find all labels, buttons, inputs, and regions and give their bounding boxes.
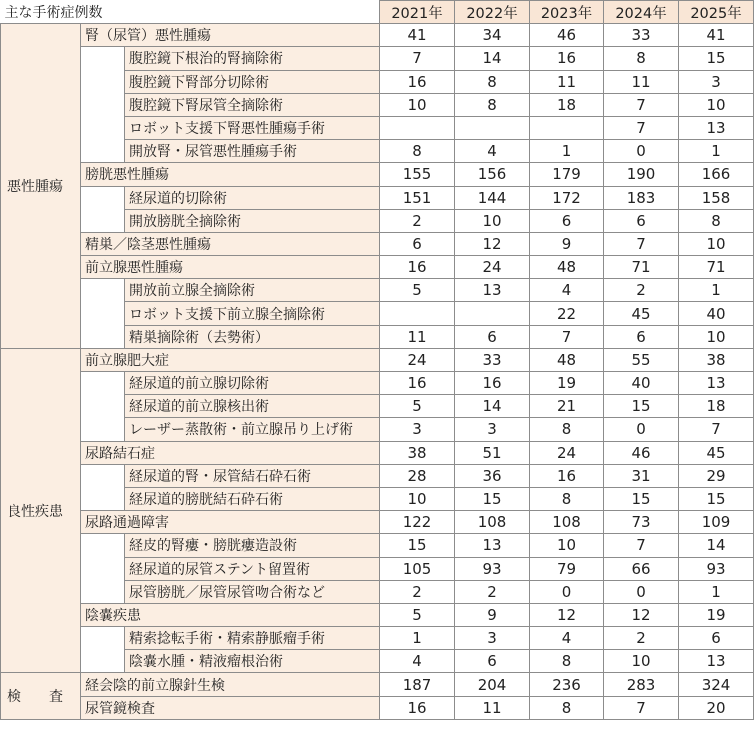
- count-cell: 33: [455, 348, 530, 371]
- procedure-label: 腹腔鏡下腎尿管全摘除術: [125, 93, 380, 116]
- count-cell: 29: [679, 464, 754, 487]
- count-cell: 105: [380, 557, 455, 580]
- item-row: [1, 372, 754, 395]
- count-cell: 10: [530, 534, 604, 557]
- procedure-label: ロボット支援下腎悪性腫瘍手術: [125, 116, 380, 139]
- count-cell: 19: [530, 372, 604, 395]
- count-cell: 15: [455, 487, 530, 510]
- count-cell: 179: [530, 163, 604, 186]
- category-label: 良性疾患: [1, 348, 81, 673]
- count-cell: 12: [530, 603, 604, 626]
- count-cell: 7: [604, 232, 679, 255]
- indent-cell: [81, 464, 125, 510]
- count-cell: 24: [380, 348, 455, 371]
- count-cell: 283: [604, 673, 679, 696]
- count-cell: 33: [604, 24, 679, 47]
- year-header: 2021年: [380, 1, 455, 24]
- count-cell: 204: [455, 673, 530, 696]
- count-cell: 41: [380, 24, 455, 47]
- count-cell: 31: [604, 464, 679, 487]
- count-cell: 144: [455, 186, 530, 209]
- count-cell: 11: [455, 696, 530, 719]
- procedure-label: 精巣摘除術（去勢術）: [125, 325, 380, 348]
- group-row: [1, 603, 754, 626]
- count-cell: 45: [604, 302, 679, 325]
- procedure-label: 経尿道的腎・尿管結石砕石術: [125, 464, 380, 487]
- table-title: 主な手術症例数: [1, 1, 380, 24]
- group-row: [1, 232, 754, 255]
- group-label: 前立腺肥大症: [81, 348, 380, 371]
- count-cell: 155: [380, 163, 455, 186]
- count-cell: [380, 302, 455, 325]
- count-cell: 8: [530, 650, 604, 673]
- procedure-label: 経尿道的切除術: [125, 186, 380, 209]
- count-cell: 4: [530, 279, 604, 302]
- group-label: 前立腺悪性腫瘍: [81, 256, 380, 279]
- procedure-label: 経尿道的前立腺核出術: [125, 395, 380, 418]
- category-label: 悪性腫瘍: [1, 24, 81, 349]
- count-cell: 15: [604, 487, 679, 510]
- count-cell: 236: [530, 673, 604, 696]
- count-cell: 28: [380, 464, 455, 487]
- procedure-label: 経尿道的前立腺切除術: [125, 372, 380, 395]
- count-cell: 6: [604, 209, 679, 232]
- count-cell: 6: [455, 650, 530, 673]
- count-cell: 8: [455, 70, 530, 93]
- group-row: [1, 163, 754, 186]
- count-cell: 1: [679, 580, 754, 603]
- indent-cell: [81, 627, 125, 673]
- count-cell: [530, 116, 604, 139]
- count-cell: 24: [455, 256, 530, 279]
- procedure-label: 経尿道的尿管ステント留置術: [125, 557, 380, 580]
- count-cell: 21: [530, 395, 604, 418]
- group-label: 経会陰的前立腺針生検: [81, 673, 380, 696]
- count-cell: 3: [455, 627, 530, 650]
- procedure-label: 尿管膀胱／尿管尿管吻合術など: [125, 580, 380, 603]
- count-cell: 7: [380, 47, 455, 70]
- count-cell: 66: [604, 557, 679, 580]
- count-cell: 2: [604, 279, 679, 302]
- count-cell: 71: [604, 256, 679, 279]
- count-cell: 0: [604, 418, 679, 441]
- count-cell: [380, 116, 455, 139]
- count-cell: 15: [380, 534, 455, 557]
- group-row: [1, 348, 754, 371]
- count-cell: 4: [530, 627, 604, 650]
- group-label: 尿路結石症: [81, 441, 380, 464]
- count-cell: 3: [679, 70, 754, 93]
- count-cell: 22: [530, 302, 604, 325]
- count-cell: 13: [679, 372, 754, 395]
- count-cell: [455, 302, 530, 325]
- group-row: [1, 673, 754, 696]
- procedure-label: 精索捻転手術・精索静脈瘤手術: [125, 627, 380, 650]
- count-cell: 8: [530, 696, 604, 719]
- count-cell: 109: [679, 511, 754, 534]
- count-cell: 7: [679, 418, 754, 441]
- count-cell: 16: [380, 70, 455, 93]
- group-row: [1, 696, 754, 719]
- indent-cell: [81, 47, 125, 163]
- count-cell: 13: [455, 534, 530, 557]
- count-cell: 16: [530, 47, 604, 70]
- item-row: [1, 186, 754, 209]
- procedure-label: ロボット支援下前立腺全摘除術: [125, 302, 380, 325]
- count-cell: 71: [679, 256, 754, 279]
- count-cell: 48: [530, 256, 604, 279]
- count-cell: 15: [604, 395, 679, 418]
- count-cell: 10: [604, 650, 679, 673]
- count-cell: 190: [604, 163, 679, 186]
- group-row: [1, 511, 754, 534]
- count-cell: 4: [380, 650, 455, 673]
- item-row: [1, 279, 754, 302]
- indent-cell: [81, 279, 125, 349]
- count-cell: 187: [380, 673, 455, 696]
- count-cell: 324: [679, 673, 754, 696]
- count-cell: 15: [679, 487, 754, 510]
- count-cell: 73: [604, 511, 679, 534]
- count-cell: 5: [380, 603, 455, 626]
- count-cell: 14: [679, 534, 754, 557]
- count-cell: 13: [679, 116, 754, 139]
- count-cell: 46: [530, 24, 604, 47]
- procedure-label: 腹腔鏡下根治的腎摘除術: [125, 47, 380, 70]
- group-label: 陰嚢疾患: [81, 603, 380, 626]
- indent-cell: [81, 534, 125, 604]
- procedure-label: 経尿道的膀胱結石砕石術: [125, 487, 380, 510]
- count-cell: 7: [604, 93, 679, 116]
- count-cell: 13: [455, 279, 530, 302]
- count-cell: 36: [455, 464, 530, 487]
- count-cell: 0: [604, 140, 679, 163]
- count-cell: 7: [604, 116, 679, 139]
- count-cell: 3: [455, 418, 530, 441]
- count-cell: 16: [530, 464, 604, 487]
- count-cell: 46: [604, 441, 679, 464]
- count-cell: 10: [679, 325, 754, 348]
- indent-cell: [81, 372, 125, 442]
- count-cell: 5: [380, 279, 455, 302]
- count-cell: 183: [604, 186, 679, 209]
- count-cell: 18: [530, 93, 604, 116]
- group-label: 尿路通過障害: [81, 511, 380, 534]
- count-cell: 8: [530, 487, 604, 510]
- count-cell: 0: [530, 580, 604, 603]
- category-label: 検 査: [1, 673, 81, 719]
- count-cell: 172: [530, 186, 604, 209]
- count-cell: 1: [530, 140, 604, 163]
- count-cell: 156: [455, 163, 530, 186]
- count-cell: 6: [604, 325, 679, 348]
- count-cell: 45: [679, 441, 754, 464]
- group-label: 尿管鏡検査: [81, 696, 380, 719]
- count-cell: 8: [380, 140, 455, 163]
- count-cell: 12: [604, 603, 679, 626]
- procedure-label: 経皮的腎瘻・膀胱瘻造設術: [125, 534, 380, 557]
- count-cell: 9: [530, 232, 604, 255]
- count-cell: 34: [455, 24, 530, 47]
- count-cell: 51: [455, 441, 530, 464]
- item-row: [1, 627, 754, 650]
- count-cell: 1: [679, 140, 754, 163]
- item-row: [1, 534, 754, 557]
- group-row: [1, 256, 754, 279]
- count-cell: 16: [455, 372, 530, 395]
- count-cell: 11: [530, 70, 604, 93]
- count-cell: 7: [530, 325, 604, 348]
- count-cell: 16: [380, 372, 455, 395]
- year-header: 2025年: [679, 1, 754, 24]
- count-cell: 18: [679, 395, 754, 418]
- count-cell: 12: [455, 232, 530, 255]
- indent-cell: [81, 186, 125, 232]
- group-row: [1, 24, 754, 47]
- count-cell: 8: [604, 47, 679, 70]
- group-label: 腎（尿管）悪性腫瘍: [81, 24, 380, 47]
- count-cell: 6: [679, 627, 754, 650]
- count-cell: 13: [679, 650, 754, 673]
- count-cell: 10: [380, 487, 455, 510]
- count-cell: 5: [380, 395, 455, 418]
- count-cell: 24: [530, 441, 604, 464]
- count-cell: 108: [530, 511, 604, 534]
- count-cell: 38: [679, 348, 754, 371]
- count-cell: 10: [455, 209, 530, 232]
- count-cell: 151: [380, 186, 455, 209]
- count-cell: 6: [455, 325, 530, 348]
- count-cell: 1: [679, 279, 754, 302]
- count-cell: 8: [679, 209, 754, 232]
- count-cell: 93: [455, 557, 530, 580]
- count-cell: 79: [530, 557, 604, 580]
- item-row: [1, 47, 754, 70]
- count-cell: 48: [530, 348, 604, 371]
- procedure-label: 開放腎・尿管悪性腫瘍手術: [125, 140, 380, 163]
- count-cell: 14: [455, 47, 530, 70]
- count-cell: 2: [604, 627, 679, 650]
- procedure-label: 陰嚢水腫・精液瘤根治術: [125, 650, 380, 673]
- year-header: 2023年: [530, 1, 604, 24]
- count-cell: 166: [679, 163, 754, 186]
- count-cell: 6: [530, 209, 604, 232]
- count-cell: 11: [380, 325, 455, 348]
- count-cell: 16: [380, 256, 455, 279]
- procedure-label: 開放膀胱全摘除術: [125, 209, 380, 232]
- count-cell: 40: [679, 302, 754, 325]
- count-cell: 4: [455, 140, 530, 163]
- count-cell: 2: [380, 580, 455, 603]
- count-cell: 93: [679, 557, 754, 580]
- header-row: [1, 1, 754, 24]
- count-cell: 10: [380, 93, 455, 116]
- year-header: 2022年: [455, 1, 530, 24]
- count-cell: 15: [679, 47, 754, 70]
- count-cell: 38: [380, 441, 455, 464]
- count-cell: 9: [455, 603, 530, 626]
- count-cell: 14: [455, 395, 530, 418]
- count-cell: 40: [604, 372, 679, 395]
- count-cell: 10: [679, 232, 754, 255]
- count-cell: 8: [530, 418, 604, 441]
- group-row: [1, 441, 754, 464]
- count-cell: 11: [604, 70, 679, 93]
- count-cell: 0: [604, 580, 679, 603]
- count-cell: 41: [679, 24, 754, 47]
- count-cell: 20: [679, 696, 754, 719]
- count-cell: 55: [604, 348, 679, 371]
- count-cell: 16: [380, 696, 455, 719]
- procedure-label: レーザー蒸散術・前立腺吊り上げ術: [125, 418, 380, 441]
- count-cell: 7: [604, 534, 679, 557]
- count-cell: 6: [380, 232, 455, 255]
- count-cell: 19: [679, 603, 754, 626]
- group-label: 膀胱悪性腫瘍: [81, 163, 380, 186]
- group-label: 精巣／陰茎悪性腫瘍: [81, 232, 380, 255]
- count-cell: [455, 116, 530, 139]
- count-cell: 108: [455, 511, 530, 534]
- count-cell: 3: [380, 418, 455, 441]
- count-cell: 2: [455, 580, 530, 603]
- item-row: [1, 464, 754, 487]
- count-cell: 10: [679, 93, 754, 116]
- count-cell: 7: [604, 696, 679, 719]
- procedure-label: 開放前立腺全摘除術: [125, 279, 380, 302]
- year-header: 2024年: [604, 1, 679, 24]
- count-cell: 1: [380, 627, 455, 650]
- count-cell: 8: [455, 93, 530, 116]
- count-cell: 122: [380, 511, 455, 534]
- procedure-label: 腹腔鏡下腎部分切除術: [125, 70, 380, 93]
- count-cell: 2: [380, 209, 455, 232]
- count-cell: 158: [679, 186, 754, 209]
